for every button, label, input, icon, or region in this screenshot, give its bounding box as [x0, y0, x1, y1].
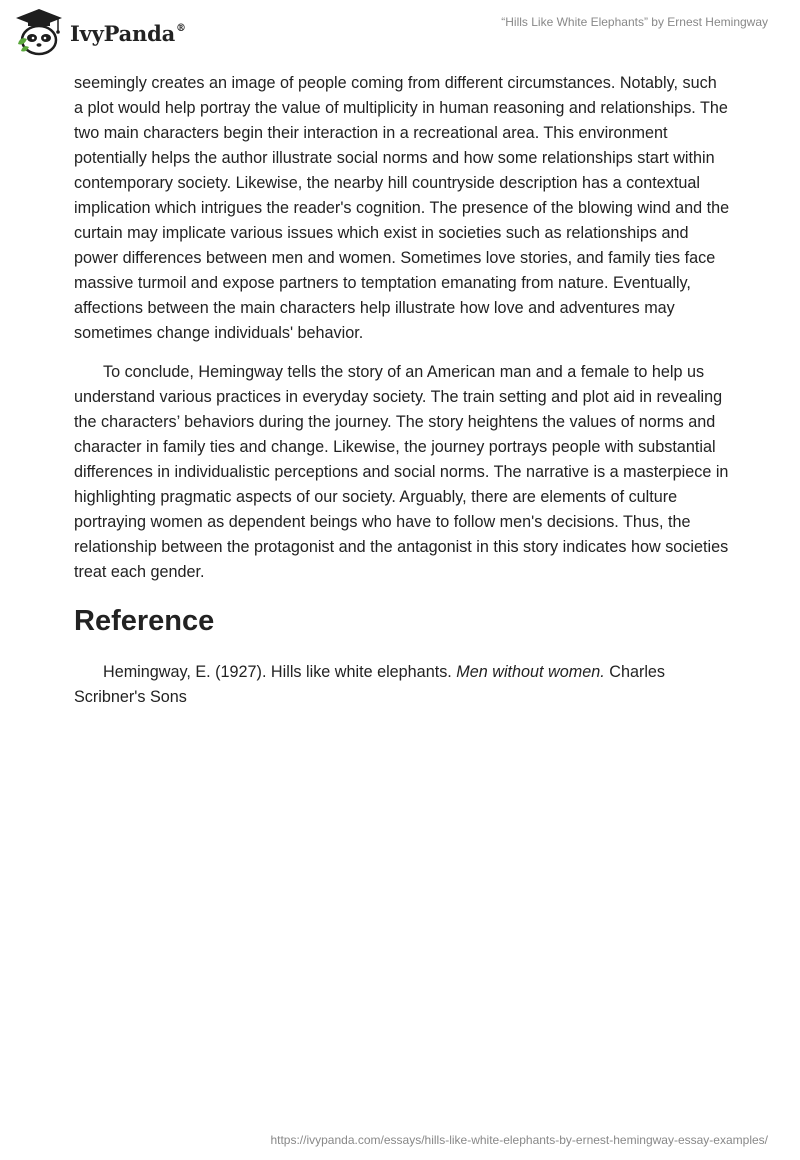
- panda-graduate-icon: [14, 8, 64, 56]
- reference-entry: [74, 660, 730, 710]
- running-title: “Hills Like White Elephants” by Ernest Hemingway: [501, 15, 768, 29]
- body-paragraph-1: seemingly creates an image of people coming from different circumstances. Notably, such a plot would help portray the value of multiplicity in human reasoning and relationships. The two main characters begin their interaction in a recreational area. This environment potentially helps the author illustrate social norms and how some relationships start within contemporary society. Likewise, the nearby hill countryside description has a contextual implication which intrigues the reader's cognition. The presence of the blowing wind and the curtain may implicate various issues which exist in societies such as relationships and power differences between men and women. Sometimes love stories, and family ties face massive turmoil and expose partners to temptation emanating from nature. Eventually, affections between the main characters help illustrate how love and adventures may sometimes change individuals' behavior.: [74, 74, 730, 342]
- footer-url[interactable]: https://ivypanda.com/essays/hills-like-white-elephants-by-ernest-hemingway-essay-examples/: [270, 1133, 768, 1147]
- registered-mark: ®: [176, 22, 186, 34]
- reference-heading: Reference: [74, 605, 215, 637]
- reference-publisher: Charles Scribner's Sons: [74, 663, 666, 706]
- page-header: [0, 0, 800, 64]
- reference-book-title: Men without women.: [456, 663, 605, 681]
- reference-authors: Hemingway, E. (1927). Hills like white elephants.: [103, 663, 457, 681]
- body-paragraph-2: To conclude, Hemingway tells the story of an American man and a female to help us understand various practices in everyday society. The train setting and plot aid in revealing the characters’ behaviors during the journey. The story heightens the values of norms and character in family ties and change. Likewise, the journey portrays people with substantial differences in individualistic perceptions and social norms. The narrative is a masterpiece in highlighting pragmatic aspects of our society. Arguably, there are elements of culture portraying women as dependent beings who have to follow men's decisions. Thus, the relationship between the protagonist and the antagonist in this story indicates how societies treat each gender.: [74, 363, 729, 581]
- ivypanda-logo[interactable]: [14, 8, 186, 56]
- essay-content: [74, 71, 730, 724]
- brand-name: IvyPanda®: [70, 20, 186, 46]
